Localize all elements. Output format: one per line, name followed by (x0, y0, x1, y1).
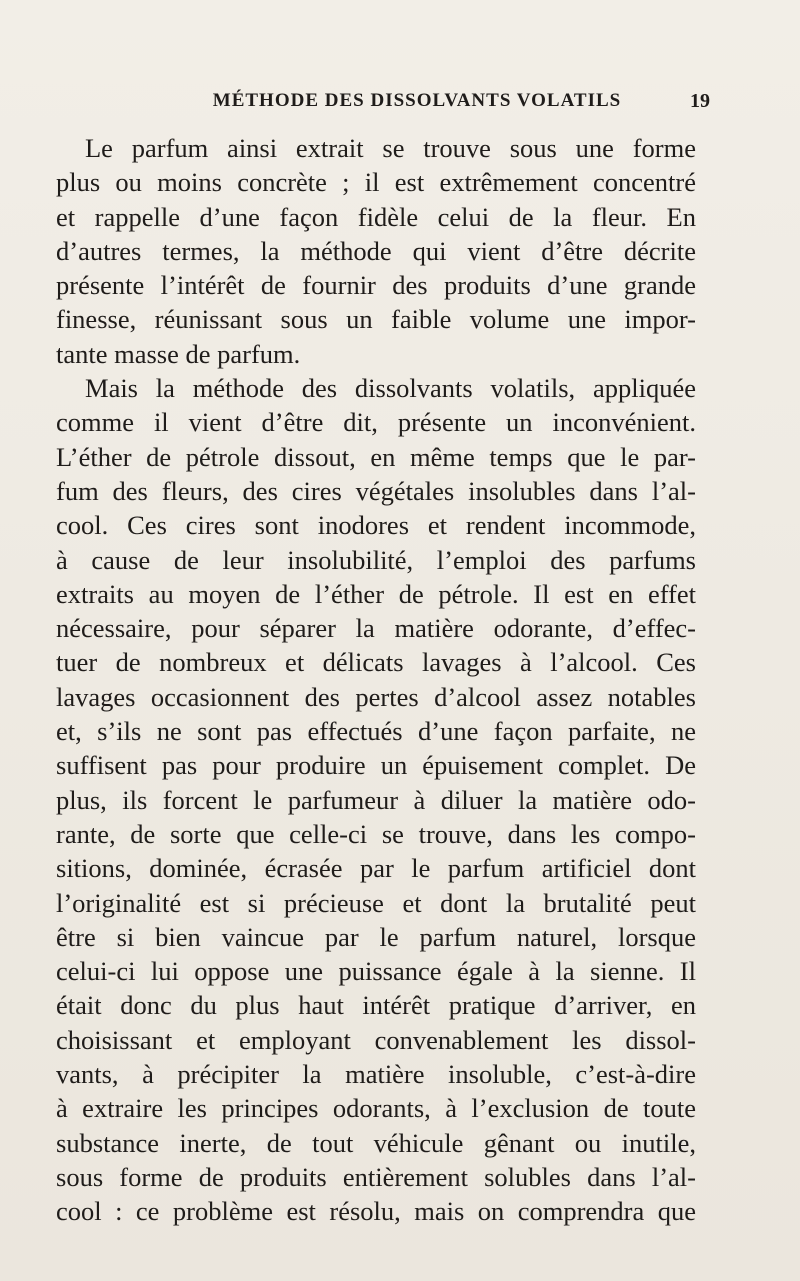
text-line: sous forme de produits entièrement solubles dans l’al- (56, 1161, 696, 1192)
text-line: plus, ils forcent le parfumeur à diluer la matière odo- (56, 784, 696, 815)
text-line: comme il vient d’être dit, présente un inconvénient. (56, 407, 696, 438)
running-head (124, 88, 710, 118)
running-title: MÉTHODE DES DISSOLVANTS VOLATILS (212, 90, 622, 111)
text-line: choisissant et employant convenablement les dissol- (56, 1024, 696, 1055)
text-line: lavages occasionnent des pertes d’alcool assez notables (56, 681, 696, 712)
text-line: et, s’ils ne sont pas effectués d’une façon parfaite, ne (56, 716, 696, 747)
text-line: nécessaire, pour séparer la matière odorante, d’effec- (56, 613, 696, 644)
text-line: était donc du plus haut intérêt pratique d’arriver, en (56, 990, 696, 1021)
text-line: Le parfum ainsi extrait se trouve sous une forme (85, 133, 696, 163)
body-text (56, 131, 696, 1229)
text-line: être si bien vaincue par le parfum naturel, lorsque (56, 921, 696, 952)
text-line: tuer de nombreux et délicats lavages à l’alcool. Ces (56, 647, 696, 678)
text-line: et rappelle d’une façon fidèle celui de la fleur. En (56, 201, 696, 232)
text-line: à cause de leur insolubilité, l’emploi des parfums (56, 544, 696, 575)
text-line: cool : ce problème est résolu, mais on comprendra que (56, 1196, 696, 1227)
text-line: tante masse de parfum. (56, 338, 301, 369)
text-line: vants, à précipiter la matière insoluble, c’est-à-dire (56, 1059, 696, 1090)
text-line: finesse, réunissant sous un faible volume une impor- (56, 304, 696, 335)
text-line: suffisent pas pour produire un épuisement complet. De (56, 750, 696, 781)
text-line: plus ou moins concrète ; il est extrêmement concentré (56, 167, 696, 198)
text-line: présente l’intérêt de fournir des produits d’une grande (56, 270, 696, 301)
text-line: extraits au moyen de l’éther de pétrole. Il est en effet (56, 578, 696, 609)
text-line: celui-ci lui oppose une puissance égale à la sienne. Il (56, 956, 696, 987)
text-line: d’autres termes, la méthode qui vient d’être décrite (56, 235, 696, 266)
text-line: l’originalité est si précieuse et dont la brutalité peut (56, 887, 696, 918)
text-line: sitions, dominée, écrasée par le parfum artificiel dont (56, 853, 696, 884)
text-line: L’éther de pétrole dissout, en même temps que le par- (56, 441, 696, 472)
page-number: 19 (690, 90, 710, 112)
text-line: substance inerte, de tout véhicule gênant ou inutile, (56, 1127, 696, 1158)
text-line: Mais la méthode des dissolvants volatils, appliquée (85, 373, 696, 404)
text-line: fum des fleurs, des cires végétales insolubles dans l’al- (56, 475, 696, 506)
text-line: rante, de sorte que celle-ci se trouve, dans les compo- (56, 818, 696, 849)
text-line: cool. Ces cires sont inodores et rendent incommode, (56, 510, 696, 541)
text-line: à extraire les principes odorants, à l’exclusion de toute (56, 1093, 696, 1124)
